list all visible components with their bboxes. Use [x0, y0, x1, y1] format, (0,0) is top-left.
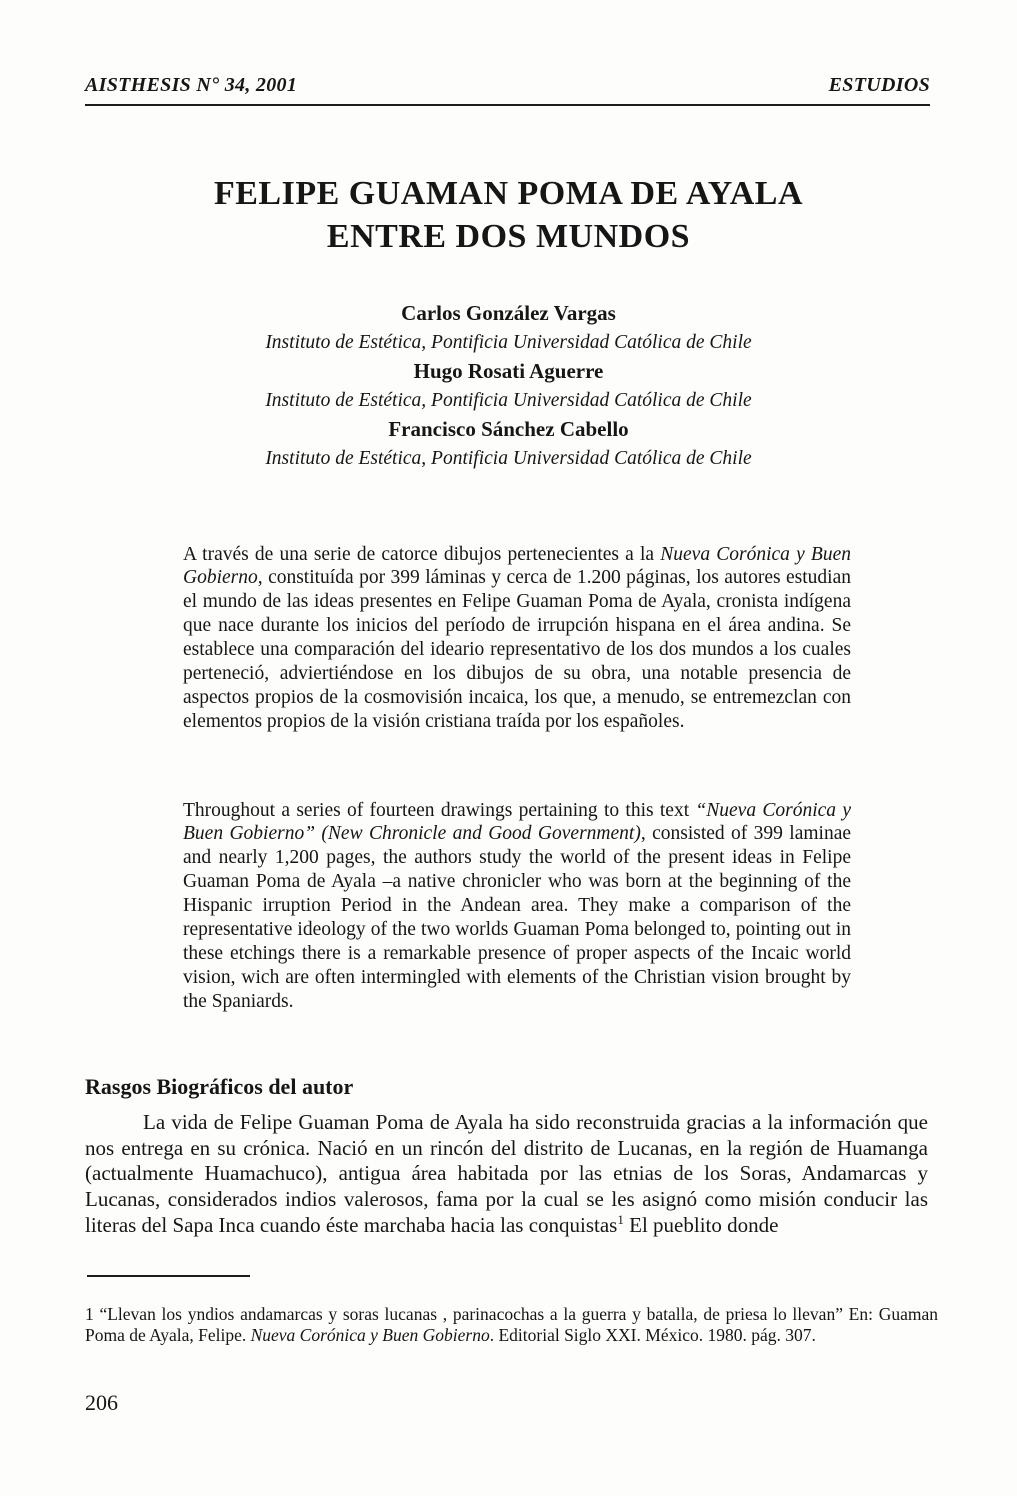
footnote-1: 1 “Llevan los yndios andamarcas y soras lucanas , parinacochas a la guerra y batalla, de priesa lo llevan” En: Guaman Poma de Ayala, Felipe. Nueva Corónica y Buen Gobierno. Editorial Siglo XXI. México. 1980. pág. 307.	[85, 1303, 938, 1345]
author-name: Hugo Rosati Aguerre	[413, 359, 604, 383]
article-title-line1: FELIPE GUAMAN POMA DE AYALA	[213, 175, 804, 212]
author-name: Carlos González Vargas	[401, 301, 616, 325]
section-heading: Rasgos Biográficos del autor	[85, 1074, 354, 1100]
abstract-spanish: A través de una serie de catorce dibujos pertenecientes a la Nueva Corónica y Buen Gobierno, constituída por 399 láminas y cerca de 1.200 páginas, los autores estudian el mundo de las ideas presentes en Felipe Guaman Poma de Ayala, cronista indígena que nace durante los inicios del período de irrupción hispana en el área andina. Se establece una comparación del ideario representativo de los dos mundos a los cuales perteneció, adviertiéndose en los dibujos de su obra, una notable presencia de aspectos propios de la cosmovisión incaica, los que, a menudo, se entremezclan con elementos propios de la visión cristiana traída por los españoles.	[183, 543, 851, 732]
section-name: ESTUDIOS	[828, 74, 930, 96]
header-rule	[85, 104, 930, 106]
authors-block	[0, 299, 1017, 473]
article-title	[0, 172, 1017, 258]
body-paragraph: La vida de Felipe Guaman Poma de Ayala ha sido reconstruida gracias a la información que nos entrega en su crónica. Nació en un rincón del distrito de Lucanas, en la región de Huamanga (actualmente Huamachuco), antigua área habitada por las etnias de los Soras, Andamarcas y Lucanas, considerados indios valerosos, fama por la cual se les asignó como misión conducir las literas del Sapa Inca cuando éste marchaba hacia las conquistas$^1$ El pueblito donde	[85, 1110, 928, 1237]
author-affiliation: Instituto de Estética, Pontificia Universidad Católica de Chile	[265, 448, 752, 469]
running-head	[85, 74, 930, 97]
author-affiliation: Instituto de Estética, Pontificia Universidad Católica de Chile	[265, 390, 752, 411]
footnote-rule	[87, 1275, 250, 1277]
abstract-english: Throughout a series of fourteen drawings pertaining to this text “Nueva Corónica y Buen Gobierno” (New Chronicle and Good Government), consisted of 399 laminae and nearly 1,200 pages, the authors study the world of the present ideas in Felipe Guaman Poma de Ayala –a native chronicler who was born at the beginning of the Hispanic irruption Period in the Andean area. They make a comparison of the representative ideology of the two worlds Guaman Poma belonged to, pointing out in these etchings there is a remarkable presence of proper aspects of the Incaic world vision, wich are often intermingled with elements of the Christian vision brought by the Spaniards.	[183, 799, 852, 1012]
article-title-line2: ENTRE DOS MUNDOS	[326, 218, 691, 255]
journal-name: AISTHESIS N° 34, 2001	[85, 74, 298, 96]
page-number: 206	[85, 1390, 118, 1415]
author-affiliation: Instituto de Estética, Pontificia Universidad Católica de Chile	[265, 332, 752, 353]
author-name: Francisco Sánchez Cabello	[388, 417, 629, 441]
